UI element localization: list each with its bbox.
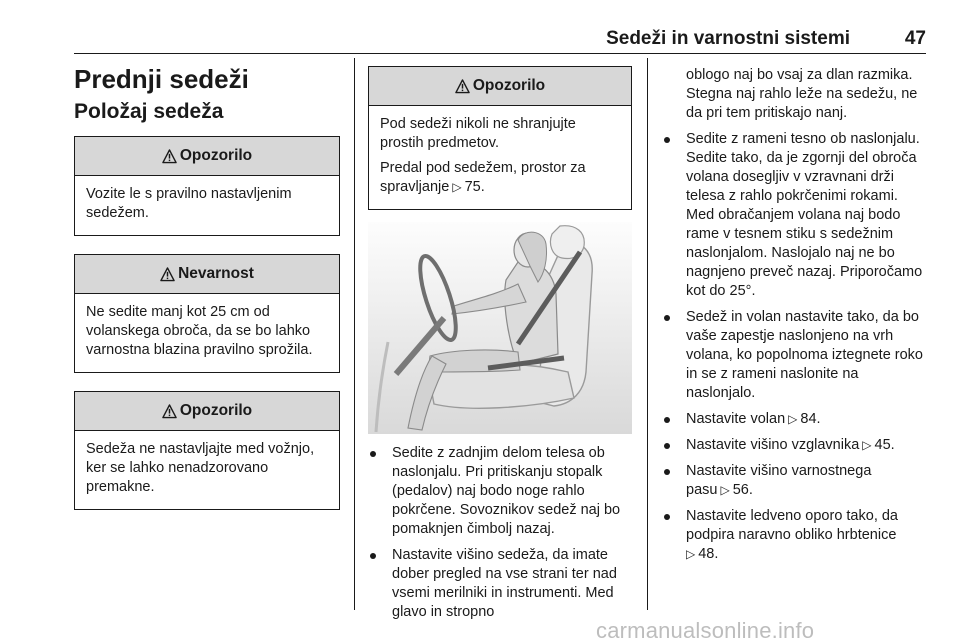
bullet-icon <box>664 443 670 449</box>
warning-text: Sedeža ne nastavljajte med vožnjo, ker se lahko nenadzorovano premakne. <box>86 441 315 495</box>
bullet-icon <box>664 469 670 475</box>
warning-text <box>380 159 621 197</box>
danger-text: Ne sedite manj kot 25 cm od volanskega obroča, da se bo lahko varnostna blazina pravilno sprožila. <box>86 304 313 358</box>
warning-triangle-icon <box>160 267 175 282</box>
warning-triangle-icon <box>162 404 177 419</box>
page-ref[interactable]: 45. <box>874 437 895 453</box>
list-item <box>662 308 930 403</box>
warning-text: Vozite le s pravilno nastavljenim sedežem. <box>86 186 292 221</box>
warning-ref-text: Predal pod sedežem, prostor za spravljanje <box>380 160 586 195</box>
section-heading: Prednji sedeži <box>74 64 249 94</box>
list-item <box>368 546 632 622</box>
column-divider <box>647 58 648 610</box>
warning-title: Opozorilo <box>179 402 253 419</box>
bullet-icon <box>664 514 670 520</box>
page-header <box>74 28 926 58</box>
warning-body <box>75 176 339 235</box>
danger-body <box>75 294 339 372</box>
list-item-text: Nastavite višino vzglavnika <box>686 437 860 453</box>
list-item <box>662 130 930 301</box>
page-ref[interactable]: 56. <box>732 482 753 498</box>
page-ref[interactable]: 48. <box>698 546 719 562</box>
list-item <box>662 436 930 455</box>
warning-box-header <box>75 392 339 431</box>
warning-box <box>368 66 632 210</box>
danger-box-header <box>75 255 339 294</box>
continued-text: oblogo naj bo vsaj za dlan razmika. Stegna naj rahlo leže na sedežu, ne da pri tem pritiskajo nanj. <box>686 67 918 121</box>
danger-title: Nevarnost <box>178 265 254 282</box>
warning-box <box>74 391 340 510</box>
warning-triangle-icon <box>455 79 470 94</box>
list-item-text: Sedež in volan nastavite tako, da bo vaše zapestje naslonjeno na vrh volana, ko popolnoma iztegnete roko in se z rameni naslonite na naslonjalo. <box>686 309 923 401</box>
bullet-icon <box>370 553 376 559</box>
header-rule <box>74 53 926 54</box>
warning-title: Opozorilo <box>472 77 546 94</box>
triangle-right-icon: ▷ <box>862 438 872 452</box>
list-item <box>662 410 930 429</box>
list-item-text: Nastavite višino varnostnega pasu <box>686 463 872 498</box>
warning-box-header <box>75 137 339 176</box>
triangle-right-icon: ▷ <box>452 180 462 194</box>
bullet-icon <box>370 451 376 457</box>
list-item-text: Sedite z rameni tesno ob naslonjalu. Sedite tako, da je zgornji del obroča volana dosegljiv v vzravnani drži telesa z rahlo pokrčenimi rokami. Med obračanjem volana naj bodo rame v tesnem stiku s sedežnim naslonjalom. Naslojalo naj ne bo nagnjeno preveč nazaj. Priporočamo kot do 25°. <box>686 131 923 299</box>
running-title: Sedeži in varnostni sistemi <box>606 28 850 49</box>
bullet-icon <box>664 137 670 143</box>
column-middle <box>368 58 632 629</box>
danger-box <box>74 254 340 373</box>
column-right <box>662 58 930 571</box>
warning-title: Opozorilo <box>179 147 253 164</box>
warning-text: Pod sedeži nikoli ne shranjujte prostih predmetov. <box>380 116 576 151</box>
warning-body <box>75 431 339 509</box>
list-item-text: Nastavite volan <box>686 411 786 427</box>
bullet-icon <box>664 315 670 321</box>
warning-triangle-icon <box>162 149 177 164</box>
page-ref[interactable]: 75. <box>464 179 485 195</box>
column-left <box>74 58 340 528</box>
list-item <box>662 462 930 500</box>
list-item-text: Nastavite ledveno oporo tako, da podpira naravno obliko hrbtenice <box>686 508 898 543</box>
list-item-text: Sedite z zadnjim delom telesa ob naslonjalu. Pri pritiskanju stopalk (pedalov) naj bodo noge rahlo pokrčene. Sovoznikov sedež naj bo pomaknjen čimbolj nazaj. <box>392 445 621 537</box>
section-subheading: Položaj sedeža <box>74 100 224 123</box>
warning-body <box>369 106 631 209</box>
triangle-right-icon: ▷ <box>788 412 798 426</box>
watermark: carmanualsonline.info <box>596 618 815 643</box>
warning-box <box>74 136 340 236</box>
instruction-list <box>662 130 930 564</box>
page-ref[interactable]: 84. <box>800 411 821 427</box>
seating-position-illustration <box>368 222 632 434</box>
triangle-right-icon: ▷ <box>720 483 730 497</box>
bullet-icon <box>664 417 670 423</box>
column-divider <box>354 58 355 610</box>
triangle-right-icon: ▷ <box>686 547 696 561</box>
list-item <box>662 507 930 564</box>
list-item-text: Nastavite višino sedeža, da imate dober pregled na vse strani ter nad vsemi merilniki in instrumenti. Med glavo in stropno <box>392 547 617 620</box>
list-item <box>368 444 632 539</box>
page-number: 47 <box>904 28 926 49</box>
instruction-list <box>368 444 632 622</box>
warning-box-header <box>369 67 631 106</box>
